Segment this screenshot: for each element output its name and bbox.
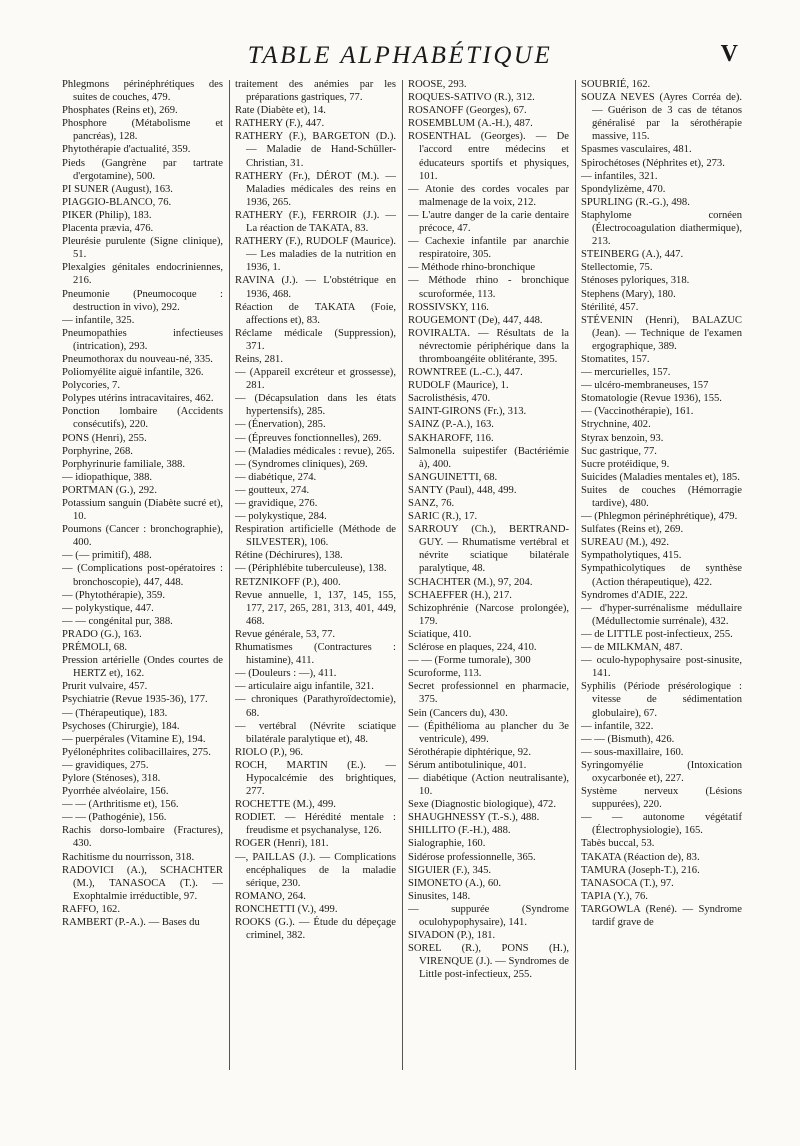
index-entry: Pieds (Gangrène par tartrate d'ergotamine), 500.: [62, 157, 223, 182]
index-entry: — (Douleurs : —), 411.: [235, 668, 337, 680]
index-entry: Revue annuelle, 1, 137, 145, 155, 177, 217, 265, 281, 313, 401, 449, 468.: [235, 589, 396, 627]
index-entry: Sclérose en plaques, 224, 410.: [408, 642, 537, 654]
index-entry: Prurit vulvaire, 457.: [62, 681, 148, 693]
page-number: V: [720, 41, 738, 67]
index-entry: Stomatologie (Revue 1936), 155.: [581, 393, 722, 405]
index-entry: — suppurée (Syndrome oculohypophysaire), 141.: [408, 903, 569, 928]
index-entry: Sérum antibotulinique, 401.: [408, 759, 527, 771]
index-entry: Stérilité, 457.: [581, 301, 639, 313]
index-entry: Ponction lombaire (Accidents consécutifs), 220.: [62, 406, 223, 431]
index-entry: RATHERY (Fr.), DÉROT (M.). — Maladies médicales des reins en 1936, 265.: [235, 170, 396, 208]
index-entry: SHAUGHNESSY (T.-S.), 488.: [408, 812, 540, 824]
index-entry: Rachis dorso-lombaire (Fractures), 430.: [62, 825, 223, 850]
index-entry: Porphyrinurie familiale, 388.: [62, 458, 185, 470]
index-entry: — (Décapsulation dans les états hypertensifs), 285.: [235, 393, 396, 418]
index-entry: ROOSE, 293.: [408, 79, 467, 90]
index-entry: — d'hyper-surrénalisme médullaire (Médullectomie surrénale), 432.: [581, 602, 742, 627]
index-entry: — ulcéro-membraneuses, 157: [581, 380, 709, 392]
index-entry: ROOKS (G.). — Étude du dépeçage criminel, 382.: [235, 917, 396, 942]
index-entry: Rétine (Déchirures), 138.: [235, 550, 343, 562]
index-entry: ROWNTREE (L.-C.), 447.: [408, 367, 523, 379]
index-entry: — — congénital pur, 388.: [62, 615, 173, 627]
index-entry: — infantile, 322.: [581, 720, 654, 732]
index-entry: — — (Forme tumorale), 300: [408, 655, 531, 667]
index-entry: RUDOLF (Maurice), 1.: [408, 380, 509, 392]
index-entry: PIKER (Philip), 183.: [62, 209, 152, 221]
index-entry: SANGUINETTI, 68.: [408, 471, 498, 483]
index-column-2: [235, 78, 396, 1128]
index-entry: Stomatites, 157.: [581, 353, 650, 365]
index-entry: Suc gastrique, 77.: [581, 445, 657, 457]
page-title: TABLE ALPHABÉTIQUE: [247, 42, 553, 69]
index-entry: Phytothérapie d'actualité, 359.: [62, 144, 191, 156]
index-entry: — Méthode rhino-bronchique: [408, 262, 536, 274]
index-entry: Sidérose professionnelle, 365.: [408, 851, 536, 863]
index-entry: SARIC (R.), 17.: [408, 511, 478, 523]
index-column-1: [62, 78, 223, 1128]
index-entry: — de LITTLE post-infectieux, 255.: [581, 628, 733, 640]
index-entry: — — autonome végétatif (Électrophysiologie), 165.: [581, 812, 742, 837]
index-entry: Scuroforme, 113.: [408, 668, 482, 680]
index-entry: —, PAILLAS (J.). — Complications encéphaliques de la maladie sérique, 230.: [235, 851, 396, 889]
index-entry: Pneumopathies infectieuses (intrication), 293.: [62, 327, 223, 352]
index-entry: RONCHETTI (V.), 499.: [235, 903, 338, 915]
index-entry: SIMONETO (A.), 60.: [408, 877, 502, 889]
index-entry: ROQUES-SATIVO (R.), 312.: [408, 92, 535, 104]
column-divider: [229, 80, 230, 1070]
index-entry: — goutteux, 274.: [235, 484, 310, 496]
index-entry: SANTY (Paul), 448, 499.: [408, 484, 517, 496]
index-entry: RATHERY (F.), 447.: [235, 118, 325, 130]
index-entry: — — (Arthritisme et), 156.: [62, 799, 179, 811]
index-entry: TARGOWLA (René). — Syndrome tardif grave de: [581, 903, 742, 928]
index-entry: Polypes utérins intracavitaires, 462.: [62, 393, 214, 405]
index-entry: Psychiatrie (Revue 1935-36), 177.: [62, 694, 208, 706]
index-entry: RATHERY (F.), FERROIR (J.). — La réaction de TAKATA, 83.: [235, 209, 396, 235]
index-entry: Psychoses (Chirurgie), 184.: [62, 720, 180, 732]
index-entry: RAFFO, 162.: [62, 903, 120, 915]
index-entry: Pylore (Sténoses), 318.: [62, 772, 161, 784]
index-entry: RAVINA (J.). — L'obstétrique en 1936, 468.: [235, 275, 396, 300]
index-entry: SPURLING (R.-G.), 498.: [581, 196, 690, 208]
index-entry: Sein (Cancers du), 430.: [408, 707, 508, 719]
index-entry: Secret professionnel en pharmacie, 375.: [408, 681, 569, 706]
index-entry: — Atonie des cordes vocales par malmenage de la voix, 212.: [408, 183, 569, 208]
index-entry: PIAGGIO-BLANCO, 76.: [62, 196, 172, 208]
index-entry: ROUGEMONT (De), 447, 448.: [408, 314, 543, 326]
index-entry: PRÉMOLI, 68.: [62, 642, 128, 654]
index-entry: Placenta prævia, 476.: [62, 223, 154, 235]
index-entry: ROGER (Henri), 181.: [235, 838, 329, 850]
index-entry: — — (Pathogénie), 156.: [62, 812, 167, 824]
index-entry: — polykystique, 284.: [235, 511, 327, 523]
index-entry: Sciatique, 410.: [408, 628, 472, 640]
index-entry: Potassium sanguin (Diabète sucré et), 10.: [62, 498, 223, 523]
index-entry: Staphylome cornéen (Électrocoagulation diathermique), 213.: [581, 209, 742, 248]
index-entry: Stellectomie, 75.: [581, 262, 653, 274]
index-entry: SANZ, 76.: [408, 498, 455, 509]
index-entry: Suites de couches (Hémorragie tardive), 480.: [581, 484, 742, 509]
index-entry: Salmonella suipestifer (Bactériémie à), 400.: [408, 445, 569, 470]
index-entry: PI SUNER (August), 163.: [62, 183, 173, 195]
index-columns: [62, 78, 742, 1128]
index-entry: Rachitisme du nourrisson, 318.: [62, 851, 195, 863]
index-entry: Poliomyélite aiguë infantile, 326.: [62, 367, 204, 379]
index-entry: RIOLO (P.), 96.: [235, 746, 303, 758]
index-entry: ROSANOFF (Georges), 67.: [408, 105, 527, 117]
index-entry: Suicides (Maladies mentales et), 185.: [581, 471, 740, 483]
index-entry: SIVADON (P.), 181.: [408, 930, 496, 942]
index-entry: — de MILKMAN, 487.: [581, 642, 683, 654]
index-entry: Syndromes d'ADIE, 222.: [581, 589, 688, 601]
index-entry: — polykystique, 447.: [62, 602, 154, 614]
index-entry: Sténoses pyloriques, 318.: [581, 275, 690, 287]
index-entry: — (Phytothérapie), 359.: [62, 589, 165, 601]
index-entry: RADOVICI (A.), SCHACHTER (M.), TANASOCA (T.). — Exophtalmie irréductible, 97.: [62, 864, 223, 902]
column-divider: [575, 80, 576, 1070]
index-entry: Sialographie, 160.: [408, 838, 486, 850]
index-entry: Réaction de TAKATA (Foie, affections et), 83.: [235, 301, 396, 326]
index-entry: Pression artérielle (Ondes courtes de HERTZ et), 162.: [62, 655, 223, 680]
index-entry: Sympathicolytiques de synthèse (Action thérapeutique), 422.: [581, 563, 742, 588]
index-entry: — gravidiques, 275.: [62, 759, 149, 771]
index-entry: Sulfates (Reins et), 269.: [581, 524, 684, 536]
index-column-4: [581, 78, 742, 1128]
index-entry: Sympatholytiques, 415.: [581, 550, 682, 562]
index-entry: — infantile, 325.: [62, 314, 135, 326]
index-entry: Rate (Diabète et), 14.: [235, 105, 326, 117]
index-entry: Plexalgies génitales endocriniennes, 216.: [62, 262, 223, 287]
index-entry: — (Phlegmon périnéphrétique), 479.: [581, 511, 738, 523]
index-entry: SCHACHTER (M.), 97, 204.: [408, 576, 533, 588]
index-entry: — vertébral (Névrite sciatique bilatérale paralytique et), 48.: [235, 720, 396, 745]
index-entry: Sinusites, 148.: [408, 890, 471, 902]
index-entry: PONS (Henri), 255.: [62, 432, 147, 444]
index-entry: RATHERY (F.), RUDOLF (Maurice). — Les maladies de la nutrition en 1936, 1.: [235, 236, 396, 274]
index-entry: — mercurielles, 157.: [581, 367, 671, 379]
index-entry: — diabétique (Action neutralisante), 10.: [408, 772, 569, 798]
index-entry: — (Vaccinothérapie), 161.: [581, 406, 694, 418]
index-entry: SCHAEFFER (H.), 217.: [408, 589, 512, 601]
index-entry: RAMBERT (P.-A.). — Bases du: [62, 917, 200, 928]
index-entry: — (Épreuves fonctionnelles), 269.: [235, 432, 382, 444]
index-entry: Porphyrine, 268.: [62, 445, 133, 457]
index-entry: traitement des anémies par les préparations gastriques, 77.: [235, 79, 396, 104]
index-entry: Phosphore (Métabolisme et pancréas), 128.: [62, 118, 223, 143]
index-entry: SOUBRIÉ, 162.: [581, 79, 651, 90]
index-entry: RETZNIKOFF (P.), 400.: [235, 576, 341, 588]
index-entry: TANASOCA (T.), 97.: [581, 877, 674, 889]
index-entry: — infantiles, 321.: [581, 170, 658, 182]
index-entry: SHILLITO (F.-H.), 488.: [408, 825, 511, 837]
index-entry: Poumons (Cancer : bronchographie), 400.: [62, 524, 223, 549]
index-entry: — (Appareil excréteur et grossesse), 281.: [235, 367, 396, 392]
index-entry: SOUZA NEVES (Ayres Corréa de). — Guérison de 3 cas de tétanos généralisé par la sérothérapie massive, 115.: [581, 92, 742, 143]
index-entry: ROSENTHAL (Georges). — De l'accord entre médecins et éducateurs sportifs et physiques, 101.: [408, 131, 569, 182]
index-entry: Styrax benzoin, 93.: [581, 432, 664, 444]
index-entry: Spasmes vasculaires, 481.: [581, 144, 692, 156]
index-entry: Stephens (Mary), 180.: [581, 288, 676, 300]
index-entry: Phosphates (Reins et), 269.: [62, 105, 178, 117]
index-entry: Spirochétoses (Néphrites et), 273.: [581, 157, 725, 169]
index-entry: RODIET. — Hérédité mentale : freudisme et psychanalyse, 126.: [235, 812, 396, 837]
index-entry: — (Périphlébite tuberculeuse), 138.: [235, 563, 387, 575]
index-entry: Reins, 281.: [235, 353, 283, 365]
index-entry: Réclame médicale (Suppression), 371.: [235, 327, 396, 352]
index-entry: — Méthode rhino - bronchique scuroformée, 113.: [408, 275, 569, 300]
index-entry: Spondylizème, 470.: [581, 183, 666, 195]
index-entry: — diabétique, 274.: [235, 471, 317, 483]
index-entry: Rhumatismes (Contractures : histamine), 411.: [235, 642, 396, 667]
index-entry: SAINT-GIRONS (Fr.), 313.: [408, 406, 527, 418]
index-entry: SUREAU (M.), 492.: [581, 537, 669, 549]
index-entry: SAINZ (P.-A.), 163.: [408, 419, 494, 431]
index-entry: TAPIA (Y.), 76.: [581, 890, 648, 902]
index-entry: Pyélonéphrites colibacillaires, 275.: [62, 746, 211, 758]
column-divider: [402, 80, 403, 1070]
index-entry: ROCHETTE (M.), 499.: [235, 799, 336, 811]
index-entry: — (Thérapeutique), 183.: [62, 707, 168, 719]
index-entry: — oculo-hypophysaire post-sinusite, 141.: [581, 655, 742, 680]
index-column-3: [408, 78, 569, 1128]
index-entry: — L'autre danger de la carie dentaire précoce, 47.: [408, 209, 569, 235]
index-entry: SIGUIER (F.), 345.: [408, 864, 492, 876]
index-entry: ROCH, MARTIN (E.). — Hypocalcémie des brightiques, 277.: [235, 759, 396, 798]
index-entry: RATHERY (F.), BARGETON (D.). — Maladie de Hand-Schüller-Christian, 31.: [235, 131, 396, 169]
index-entry: — articulaire aigu infantile, 321.: [235, 681, 374, 693]
index-entry: — gravidique, 276.: [235, 498, 318, 509]
index-entry: — idiopathique, 388.: [62, 471, 153, 483]
index-entry: Tabès buccal, 53.: [581, 838, 655, 850]
index-entry: ROSSIVSKY, 116.: [408, 301, 489, 313]
index-entry: — (Énervation), 285.: [235, 419, 326, 431]
index-entry: TAMURA (Joseph-T.), 216.: [581, 864, 700, 876]
index-entry: Sucre protéidique, 9.: [581, 458, 670, 470]
index-entry: Système nerveux (Lésions suppurées), 220.: [581, 786, 742, 811]
index-entry: Sacrolisthésis, 470.: [408, 393, 491, 405]
index-entry: Pneumonie (Pneumocoque : destruction in vivo), 292.: [62, 288, 223, 313]
index-entry: — Cachexie infantile par anarchie respiratoire, 305.: [408, 236, 569, 261]
index-entry: Pneumothorax du nouveau-né, 335.: [62, 353, 213, 365]
index-entry: Pyorrhée alvéolaire, 156.: [62, 786, 169, 798]
index-entry: SARROUY (Ch.), BERTRAND-GUY. — Rhumatisme vertébral et névrite sciatique bilatérale paralytique, 48.: [408, 524, 569, 575]
index-entry: ROVIRALTA. — Résultats de la névrectomie périphérique dans la thromboangéite oblitérante, 395.: [408, 327, 569, 365]
index-entry: Phlegmons périnéphrétiques des suites de couches, 479.: [62, 79, 223, 104]
index-entry: PORTMAN (G.), 292.: [62, 484, 158, 496]
index-entry: Sexe (Diagnostic biologique), 472.: [408, 799, 556, 811]
index-entry: — puerpérales (Vitamine E), 194.: [62, 733, 206, 745]
index-entry: — (Syndromes cliniques), 269.: [235, 458, 368, 470]
index-entry: Pleurésie purulente (Signe clinique), 51.: [62, 236, 223, 261]
index-entry: SOREL (R.), PONS (H.), VIRENQUE (J.). — Syndromes de Little post-infectieux, 255.: [408, 943, 569, 981]
index-entry: SAKHAROFF, 116.: [408, 432, 494, 444]
index-entry: — (Maladies médicales : revue), 265.: [235, 445, 395, 457]
index-entry: Respiration artificielle (Méthode de SILVESTER), 106.: [235, 524, 396, 549]
index-entry: Sérothérapie diphtérique, 92.: [408, 746, 531, 758]
index-entry: Syphilis (Période présérologique : vitesse de sédimentation globulaire), 67.: [581, 681, 742, 719]
index-entry: Polycories, 7.: [62, 380, 120, 392]
index-entry: Syringomyélie (Intoxication oxycarbonée et), 227.: [581, 759, 742, 784]
index-entry: TAKATA (Réaction de), 83.: [581, 851, 700, 863]
index-entry: STÉVENIN (Henri), BALAZUC (Jean). — Technique de l'examen ergographique, 389.: [581, 314, 742, 352]
index-entry: ROSEMBLUM (A.-H.), 487.: [408, 118, 533, 130]
index-entry: STEINBERG (A.), 447.: [581, 249, 684, 261]
index-entry: — (Complications post-opératoires : bronchoscopie), 447, 448.: [62, 563, 223, 588]
index-entry: Revue générale, 53, 77.: [235, 628, 336, 640]
index-entry: — (Épithélioma au plancher du 3e ventricule), 499.: [408, 720, 569, 745]
index-entry: ROMANO, 264.: [235, 890, 306, 902]
index-entry: Strychnine, 402.: [581, 419, 651, 431]
index-entry: Schizophrénie (Narcose prolongée), 179.: [408, 602, 569, 627]
index-entry: — (— primitif), 488.: [62, 550, 152, 562]
index-entry: — sous-maxillaire, 160.: [581, 746, 684, 758]
index-entry: — chroniques (Parathyroïdectomie), 68.: [235, 694, 396, 719]
index-entry: PRADO (G.), 163.: [62, 628, 142, 640]
index-entry: — — (Bismuth), 426.: [581, 733, 675, 745]
